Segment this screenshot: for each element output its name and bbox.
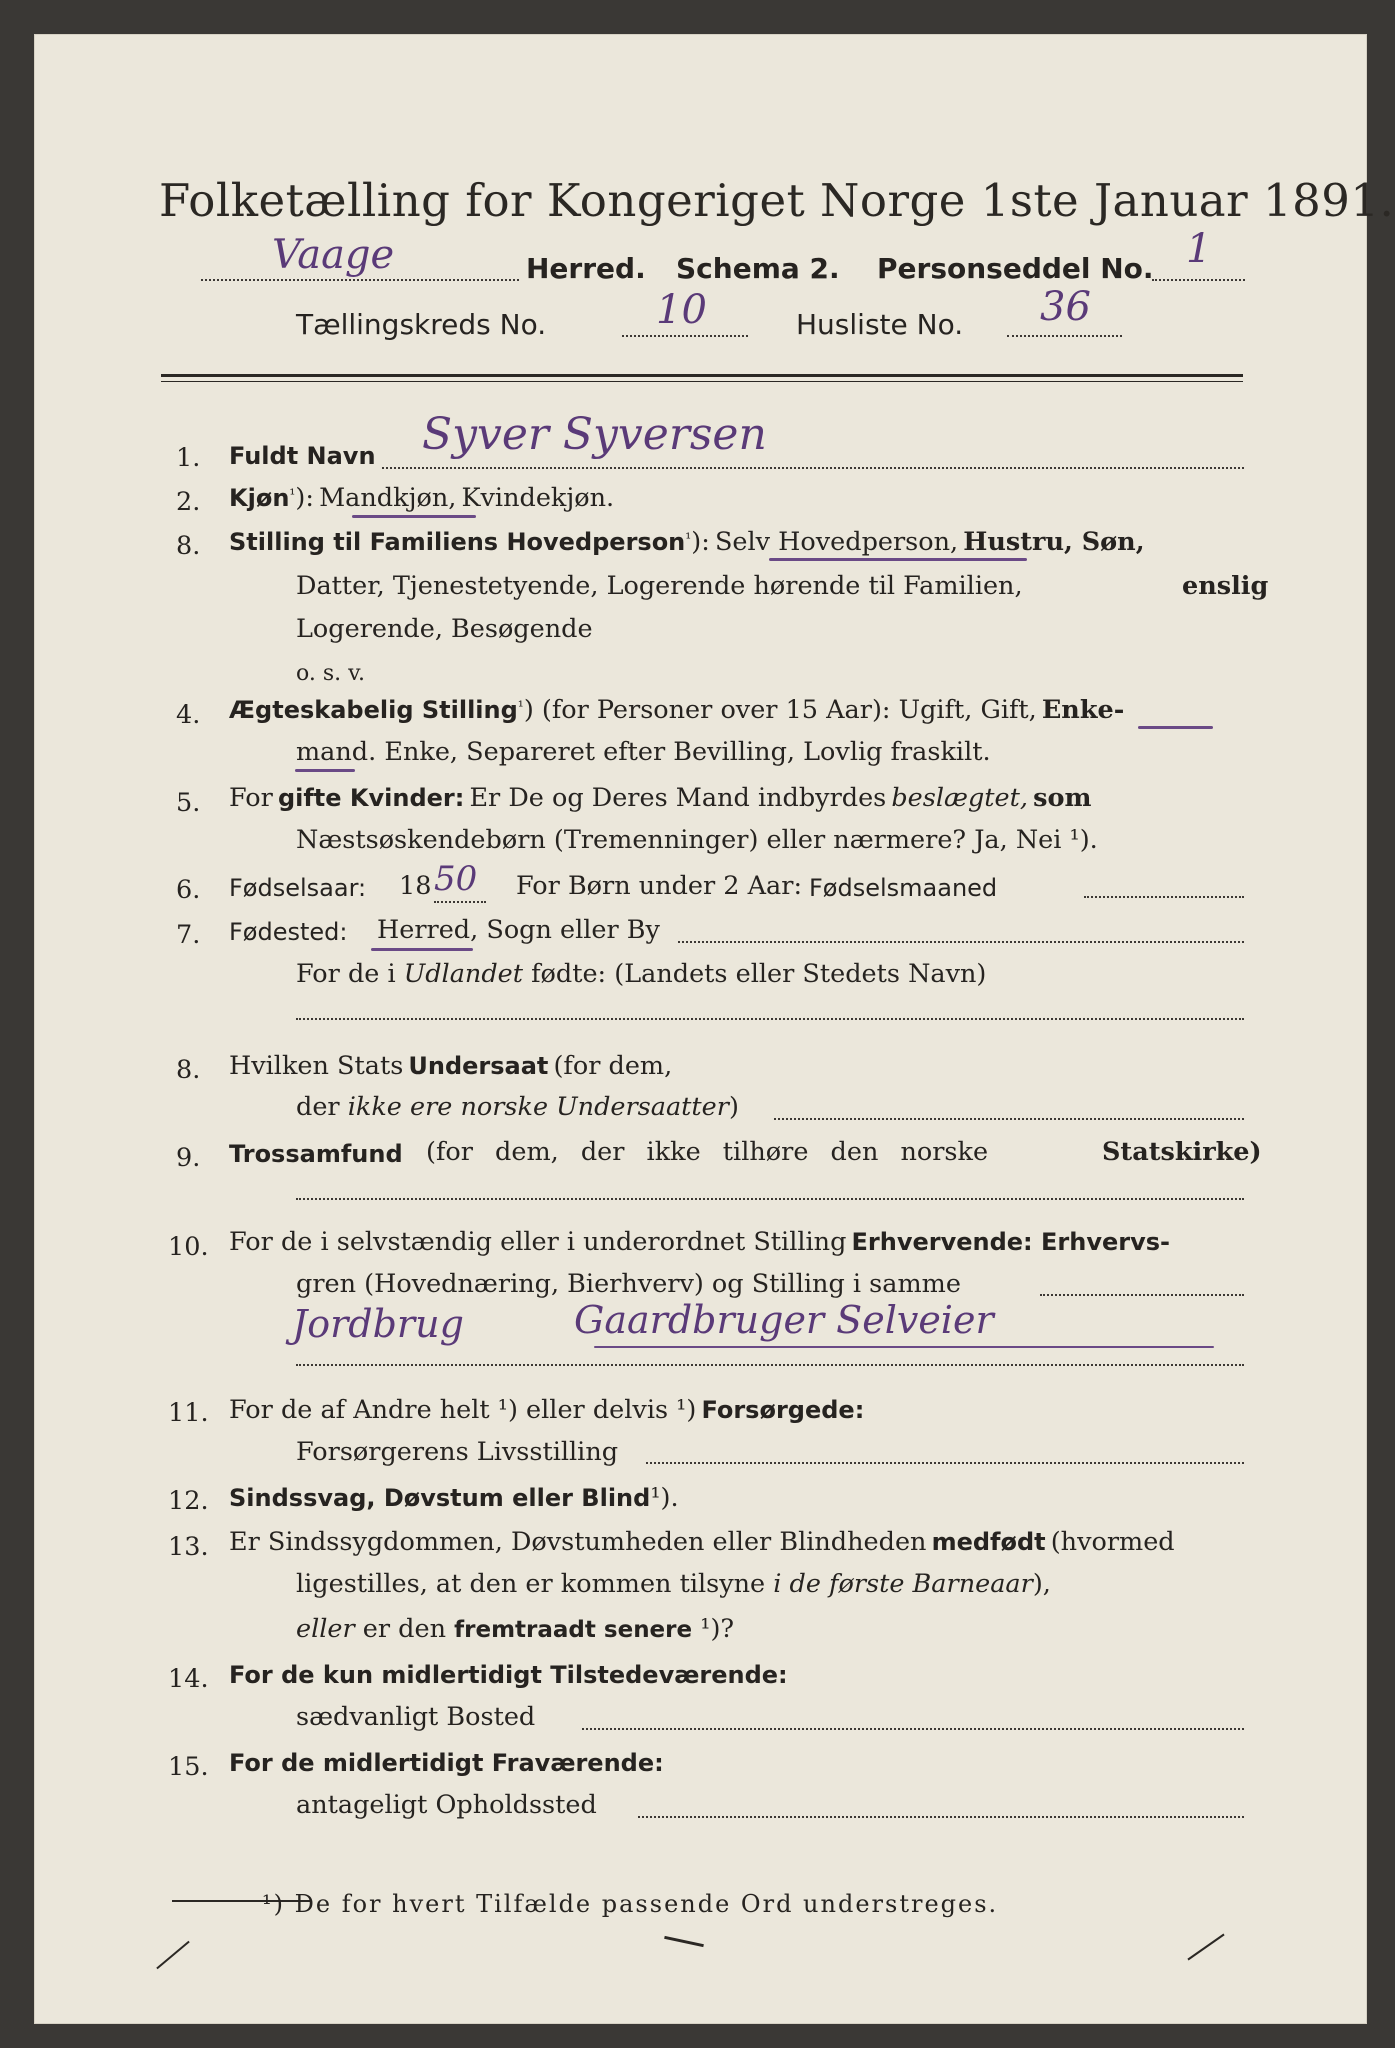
birthplace-option-herred: Herred, — [377, 915, 479, 945]
item-number: 8. — [176, 531, 201, 561]
citizenship-label: Undersaat — [408, 1052, 549, 1080]
item-number: 1. — [176, 443, 201, 473]
marital-status-widower-cont: mand — [296, 737, 369, 767]
personseddel-label: Personseddel No. — [877, 252, 1154, 285]
abroad-prefix: For de i — [296, 959, 396, 989]
item-number: 4. — [176, 700, 201, 730]
family-position-line3: Logerende, Besøgende — [296, 614, 593, 644]
usual-residence-dotted-line — [582, 1728, 1244, 1730]
occupation-dotted-line — [1040, 1294, 1244, 1296]
full-name-label: Fuldt Navn — [229, 442, 376, 470]
marital-status-widower: Enke- — [1041, 695, 1125, 725]
congenital-line3: er den — [362, 1614, 447, 1644]
birth-month-note: For Børn under 2 Aar: — [516, 871, 803, 901]
husliste-dotted-line — [1007, 335, 1122, 337]
citizenship-line2-prefix: der — [296, 1092, 340, 1122]
religion-dotted-line — [296, 1198, 1244, 1200]
supporter-dotted-line — [646, 1462, 1244, 1464]
family-position-line2-end: enslig — [1182, 571, 1269, 601]
citizenship-line2: ikke ere norske Undersaatter — [347, 1092, 729, 1122]
sex-option-female: Kvindekjøn. — [461, 483, 615, 513]
family-position-label: Stilling til Familiens Hovedperson — [229, 528, 686, 556]
item-number: 15. — [168, 1752, 209, 1782]
personseddel-dotted-line — [1152, 279, 1245, 281]
birthplace-dotted-line — [678, 941, 1244, 943]
abroad-rest: fødte: (Landets eller Stedets Navn) — [531, 959, 987, 989]
congenital-line3-or: eller — [296, 1614, 355, 1644]
religion-label: Trossamfund — [229, 1140, 403, 1168]
married-women-as: som — [1033, 783, 1092, 813]
census-form-page: Folketælling for Kongeriget Norge 1ste Januar 1891. Vaage Herred. Schema 2. Personseddel No. 1 Tællingskreds No. 10 Husliste No. 36 1. Fuldt Navn Syver Syversen 2. Kjøn¹): Mandkjøn, Kvindekjøn. 8. Stilling til Familiens Hovedperson¹): Selv Hovedperson, Hustru, Søn, Datter, Tjenestetyende, Logerende hørende til Familien, enslig Logerende, Besøgende o. s. v. 4. Ægteskabelig Stilling¹) (for Personer over 15 Aar): Ugift, Gift, Enke- mand. Enke, Separeret efter Bevilling, Lovlig fraskilt. 5. For gifte Kvinder: Er De og Deres Mand indbyrdes beslægtet, som Næstsøskendebørn (Tremenninger) eller nærmere? Ja, Nei ¹). 6. Fødselsaar: 18 50 For Børn under 2 Aar: Fødselsmaaned 7. Fødested: Herred, Sogn eller By For de i Udlandet fødte: (Landets eller Stedets Navn) 8. Hvilken Stats Undersaat (for dem, der ikke ere norske Undersaatter) 9. Trossamfund (for dem, der ikke tilhøre den norske Statskirke) 10. For de i selvstændig eller i underordnet Stilling Erhvervende: Erhvervs- gren (Hovednæring, Bierhverv) og Stilling i samme Jordbrug Gaardbruger Selveier 11. For de af Andre helt ¹) eller delvis ¹) Forsørgede: Forsørgerens Livsstilling 12. Sindssvag, Døvstum eller Blind¹). 13. Er Sindssygdommen, Døvstumheden eller Blindheden medfødt (hvormed ligestilles, at den er kommen tilsyne i de første Barneaar), eller er den fremtraadt senere ¹)? 14. For de kun midlertidigt Tilstedeværende: sædvanligt Bosted 15. For de midlertidigt Fraværende: antageligt Opholdssted ¹) De for hvert Tilfælde passende Ord understreges. — [34, 34, 1367, 2024]
item-number: 5. — [176, 788, 201, 818]
married-women-label: gifte Kvinder: — [277, 784, 465, 812]
occupation-label: Erhvervende: Erhvervs- — [851, 1228, 1170, 1256]
occupation-value-branch: Jordbrug — [292, 1302, 464, 1346]
item-number: 13. — [168, 1532, 209, 1562]
marital-status-label: Ægteskabelig Stilling — [229, 696, 518, 724]
family-position-punct: ): — [691, 527, 710, 557]
supported-prefix: For de af Andre helt ¹) eller delvis ¹) — [229, 1395, 697, 1425]
item-number: 9. — [176, 1143, 201, 1173]
birth-year-label: Fødselsaar: — [229, 874, 367, 902]
birthplace-label: Fødested: — [229, 918, 348, 946]
birth-year-prefix: 18 — [399, 871, 432, 901]
birth-year-dotted-line — [434, 901, 486, 903]
ink-mark — [664, 1936, 704, 1947]
form-title: Folketælling for Kongeriget Norge 1ste Januar 1891. — [159, 174, 1395, 227]
married-women-prefix: For — [229, 783, 273, 813]
schema-label: Schema 2. — [676, 252, 840, 285]
citizenship-prefix: Hvilken Stats — [229, 1051, 404, 1081]
kreds-label: Tællingskreds No. — [296, 308, 547, 341]
husliste-value: 36 — [1040, 284, 1091, 330]
marital-status-options: ) (for Personer over 15 Aar): Ugift, Gift, — [523, 695, 1037, 725]
underline-mark — [769, 558, 1027, 561]
item-number: 2. — [176, 487, 201, 517]
ink-mark — [156, 1941, 189, 1970]
item-number: 7. — [176, 920, 201, 950]
sex-option-male: Mandkjøn, — [319, 483, 457, 513]
occupation-prefix: For de i selvstændig eller i underordnet Stilling — [229, 1227, 847, 1257]
occupation-dotted-line-2 — [296, 1364, 1244, 1366]
probable-residence-label: antageligt Opholdssted — [296, 1790, 597, 1820]
kreds-dotted-line — [622, 335, 748, 337]
item-number: 14. — [168, 1664, 209, 1694]
full-name-value: Syver Syversen — [422, 409, 767, 460]
ink-mark — [1187, 1934, 1224, 1961]
citizenship-rest: (for dem, — [553, 1051, 673, 1081]
birth-year-value: 50 — [434, 859, 478, 899]
birth-month-dotted-line — [1084, 896, 1244, 898]
herred-label: Herred. — [526, 252, 646, 285]
congenital-label: medfødt — [931, 1528, 1046, 1556]
item-number: 10. — [168, 1232, 209, 1262]
family-position-line2: Datter, Tjenestetyende, Logerende hørende til Familien, — [296, 571, 1023, 601]
abroad-word: Udlandet — [403, 959, 523, 989]
handwritten-underline — [594, 1346, 1214, 1348]
married-women-question: Er De og Deres Mand indbyrdes — [469, 783, 887, 813]
husliste-label: Husliste No. — [796, 308, 964, 341]
marital-status-line2: . Enke, Separeret efter Bevilling, Lovlig fraskilt. — [368, 737, 991, 767]
temporary-present-label: For de kun midlertidigt Tilstedeværende: — [229, 1661, 788, 1689]
underline-mark — [295, 769, 355, 772]
header-rule-bottom — [161, 381, 1243, 382]
birthplace-options: Sogn eller By — [486, 915, 660, 945]
footnote: ¹) De for hvert Tilfælde passende Ord understreges. — [262, 1890, 999, 1918]
item-number: 6. — [176, 875, 201, 905]
occupation-value-position: Gaardbruger Selveier — [574, 1298, 994, 1342]
family-position-options: Hustru, Søn, — [963, 527, 1145, 557]
usual-residence-label: sædvanligt Bosted — [296, 1702, 536, 1732]
item-number: 12. — [168, 1486, 209, 1516]
supporter-occupation-label: Forsørgerens Livsstilling — [296, 1437, 619, 1467]
religion-end: Statskirke) — [1102, 1137, 1262, 1167]
probable-residence-dotted-line — [638, 1816, 1244, 1818]
family-position-line4: o. s. v. — [296, 661, 365, 686]
birth-month-label: Fødselsmaaned — [809, 874, 998, 902]
footnote-marker: ¹ — [685, 529, 692, 548]
personseddel-value: 1 — [1186, 226, 1212, 272]
underline-mark — [352, 515, 476, 518]
full-name-dotted-line — [382, 467, 1244, 469]
underline-mark — [371, 948, 473, 951]
disability-footnote: ¹). — [650, 1483, 679, 1513]
underline-mark — [1138, 726, 1213, 729]
congenital-line3-end: ¹)? — [700, 1614, 735, 1644]
congenital-prefix: Er Sindssygdommen, Døvstumheden eller Blindheden — [229, 1527, 927, 1557]
married-women-line2: Næstsøskendebørn (Tremenninger) eller nærmere? Ja, Nei ¹). — [296, 825, 1098, 855]
occupation-line2: gren (Hovednæring, Bierhverv) og Stilling i samme — [296, 1269, 961, 1299]
sex-punct: ): — [295, 483, 314, 513]
kreds-value: 10 — [656, 287, 707, 333]
abroad-dotted-line — [296, 1018, 1244, 1020]
congenital-line2: ligestilles, at den er kommen tilsyne — [296, 1569, 766, 1599]
married-women-related: beslægtet, — [891, 783, 1028, 813]
congenital-line3-label: fremtraadt senere — [454, 1617, 693, 1643]
temporary-absent-label: For de midlertidigt Fraværende: — [229, 1749, 664, 1777]
congenital-rest: (hvormed — [1050, 1527, 1175, 1557]
footnote-marker: ¹ — [289, 485, 296, 504]
supported-label: Forsørgede: — [701, 1396, 865, 1424]
citizenship-dotted-line — [774, 1118, 1244, 1120]
religion-rest: (for dem, der ikke tilhøre den norske — [426, 1137, 989, 1167]
congenital-line2-italic: i de første Barneaar — [773, 1569, 1033, 1599]
item-number: 8. — [176, 1055, 201, 1085]
sex-label: Kjøn — [229, 484, 290, 512]
disability-label: Sindssvag, Døvstum eller Blind — [229, 1484, 651, 1512]
header-rule-top — [161, 374, 1243, 377]
herred-value: Vaage — [272, 232, 395, 278]
herred-dotted-line — [201, 279, 519, 281]
item-number: 11. — [168, 1398, 209, 1428]
footnote-marker: ¹ — [517, 697, 524, 716]
family-position-option-head: Selv Hovedperson, — [714, 527, 959, 557]
